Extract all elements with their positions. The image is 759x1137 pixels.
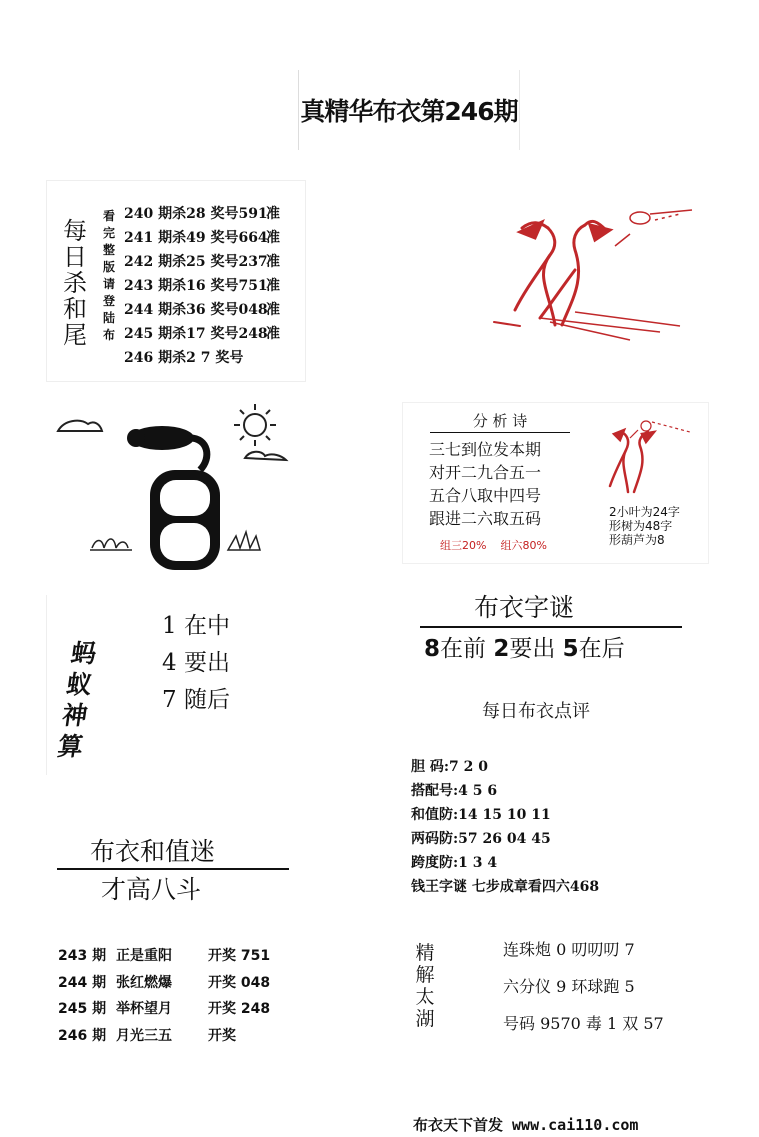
daily-kill-title: 每 日 杀 和 尾 [63,217,87,349]
review-row-riddle: 钱王字谜 七步成章看四六468 [411,879,600,895]
kill-row: 244 期杀36 奖号048准 [124,302,280,318]
ant-lines: 1 在中 4 要出 7 随后 [162,613,230,713]
kill-row: 240 期杀28 奖号591准 [124,206,280,222]
history-row: 243 期 正是重阳 开奖 751 [58,948,271,964]
group-percent: 组三20% 组六80% [440,539,547,552]
review-row-pair: 两码防:57 26 04 45 [411,831,551,847]
kill-row: 242 期杀25 奖号237准 [124,254,280,270]
sum-riddle-heading: 布衣和值迷 [90,837,216,866]
review-row-span: 跨度防:1 3 4 [411,855,498,871]
kill-row: 246 期杀2 7 奖号 [124,350,244,366]
analysis-notes: 2小叶为24字 形树为48字 形葫芦为8 [609,505,680,547]
kill-row: 245 期杀17 奖号248准 [124,326,280,342]
sum-riddle-answer: 才高八斗 [101,875,202,904]
history-row: 245 期 举杯望月 开奖 248 [58,1001,271,1018]
history-row: 244 期 张红燃爆 开奖 048 [58,974,271,991]
review-list [411,755,599,899]
small-tree-drawing [598,412,698,502]
history-row: 246 期 月光三五 开奖 [58,1028,236,1045]
kill-list [124,202,280,370]
riddle-heading: 布衣字谜 [474,593,575,622]
page-title: 真精华布衣第246期 [298,70,520,150]
mouse-drum-drawing [50,398,300,573]
review-row-bile: 胆 码:7 2 0 [411,759,489,775]
login-note: 看 完 整 版 请 登 陆 布 [102,209,115,342]
ant-title: 蚂 蚁 神 算 [55,639,99,761]
analysis-poem-lines: 三七到位发本期 对开二九合五一 五合八取中四号 跟进二六取五码 [429,440,542,528]
review-row-sum: 和值防:14 15 10 11 [411,807,551,823]
tree-gourd-drawing [480,200,710,350]
taihu-lines: 连珠炮 0 叨叨叨 7 六分仪 9 环球跑 5 号码 9570 毒 1 双 57 [503,940,664,1033]
taihu-title: 精 解 太 湖 [415,942,435,1030]
review-heading: 每日布衣点评 [482,701,590,722]
history-table [58,943,270,1050]
kill-row: 241 期杀49 奖号664准 [124,230,280,246]
analysis-heading: 分 析 诗 [430,410,570,433]
riddle-answer: 8在前 2要出 5在后 [424,636,625,662]
footer-source: 布衣天下首发 www.cai110.com [413,1116,639,1134]
sum-riddle-divider [57,868,289,870]
review-row-combo: 搭配号:4 5 6 [411,783,498,799]
kill-row: 243 期杀16 奖号751准 [124,278,280,294]
riddle-divider [420,626,682,628]
